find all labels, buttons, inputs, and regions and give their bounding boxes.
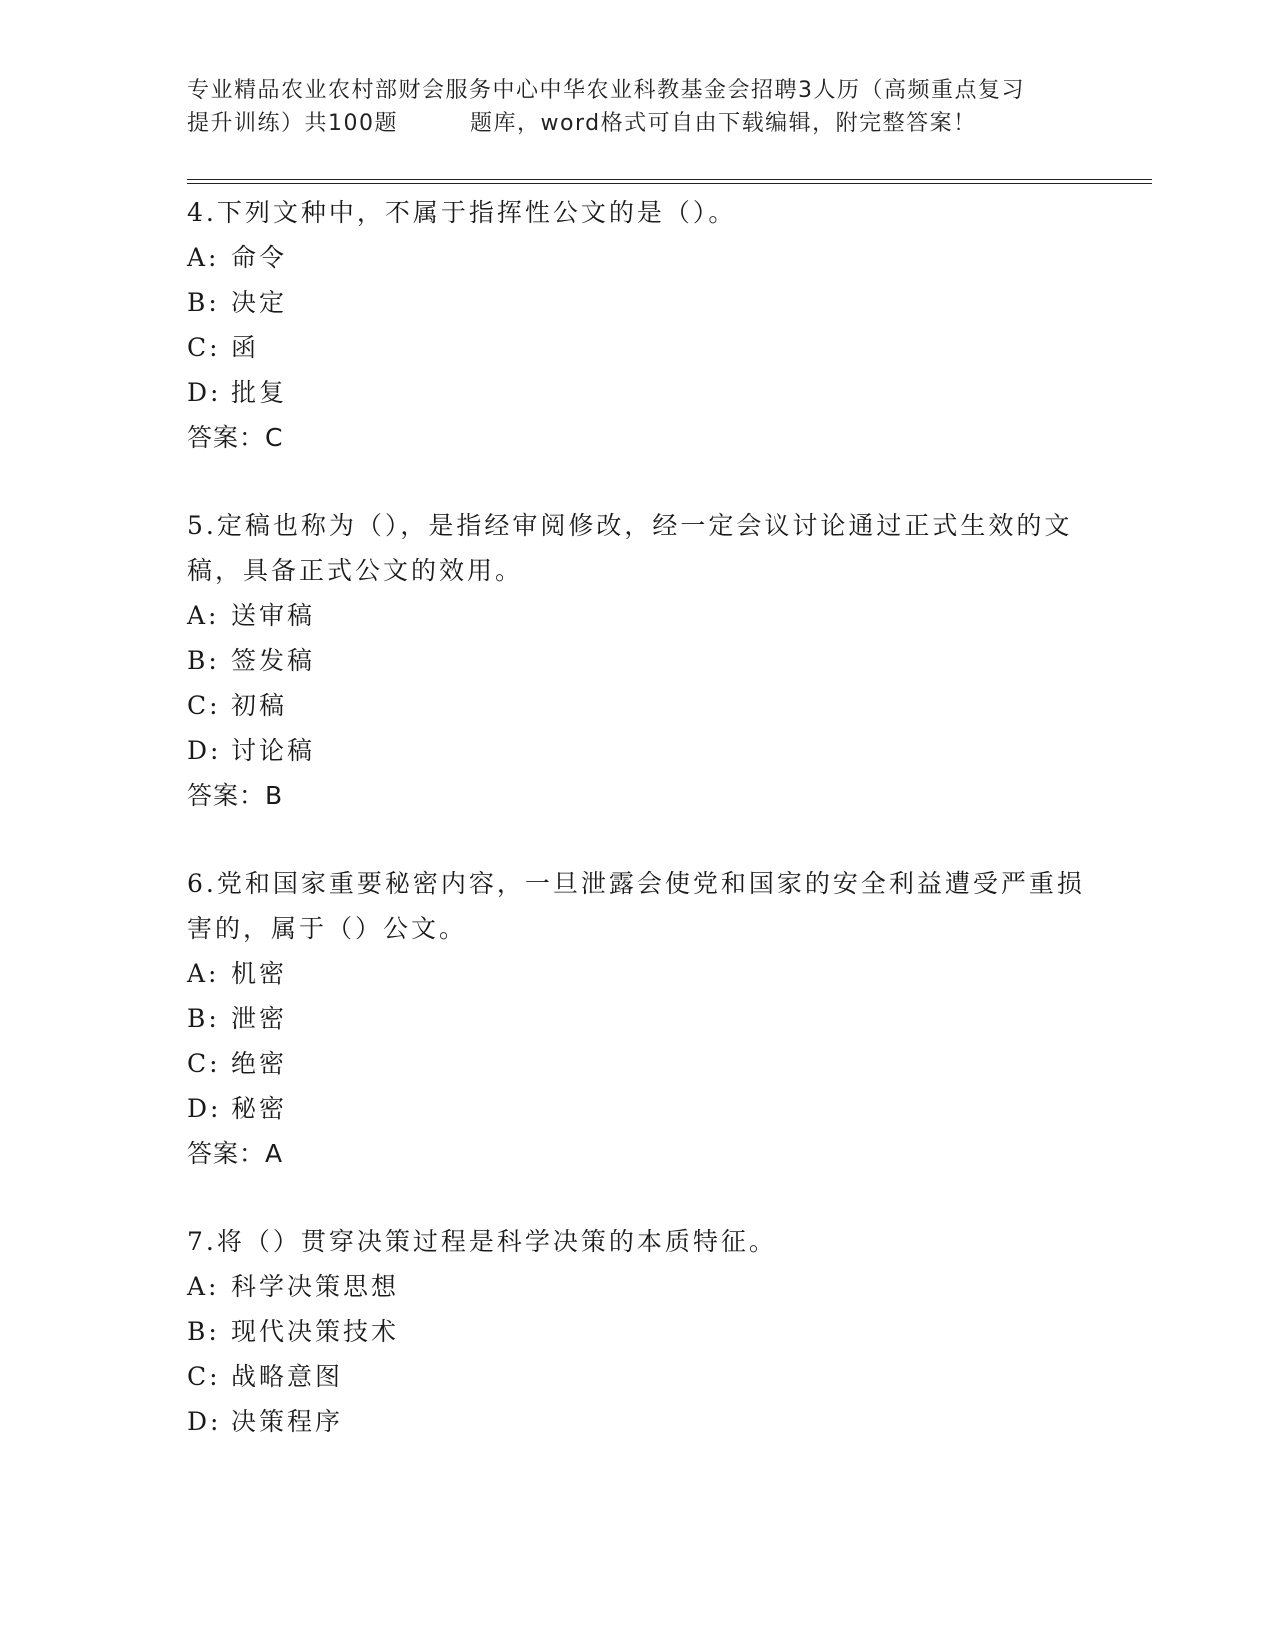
question-stem: 7.将（）贯穿决策过程是科学决策的本质特征。 [187,1227,777,1256]
option-a: A: 送审稿 [187,601,316,630]
option-d: D: 批复 [187,378,288,407]
option-a: A: 科学决策思想 [187,1272,400,1301]
option-a: A: 机密 [187,959,288,988]
option-c: C: 初稿 [187,691,288,720]
option-b: B: 泄密 [187,1004,288,1033]
question-6 [187,861,1087,1176]
header-line-2-right: 题库，word格式可自由下载编辑，附完整答案！ [470,111,977,136]
document-header [187,74,1087,140]
header-divider-bottom [187,183,1152,184]
option-b: B: 签发稿 [187,646,316,675]
question-7 [187,1219,1087,1444]
option-c: C: 绝密 [187,1049,288,1078]
header-line-2 [187,107,1087,140]
option-b: B: 决定 [187,288,288,317]
question-4 [187,190,1087,460]
answer-line: 答案：C [187,423,284,452]
question-stem: 4.下列文种中，不属于指挥性公文的是（）。 [187,198,737,227]
header-line-1: 专业精品农业农村部财会服务中心中华农业科教基金会招聘3人历（高频重点复习 [187,78,1025,103]
option-a: A: 命令 [187,243,288,272]
answer-line: 答案：B [187,781,284,810]
option-c: C: 函 [187,333,260,362]
header-line-2-left: 提升训练）共100题 [187,111,398,136]
option-d: D: 决策程序 [187,1407,344,1436]
question-stem: 6.党和国家重要秘密内容，一旦泄露会使党和国家的安全利益遭受严重损害的，属于（）公文。 [187,869,1085,943]
header-divider-top [187,179,1152,180]
question-stem: 5.定稿也称为（），是指经审阅修改，经一定会议讨论通过正式生效的文稿，具备正式公文的效用。 [187,511,1073,585]
answer-line: 答案：A [187,1139,284,1168]
option-d: D: 讨论稿 [187,736,316,765]
question-list [187,190,1087,1487]
question-5 [187,503,1087,818]
option-d: D: 秘密 [187,1094,288,1123]
option-b: B: 现代决策技术 [187,1317,400,1346]
option-c: C: 战略意图 [187,1362,344,1391]
